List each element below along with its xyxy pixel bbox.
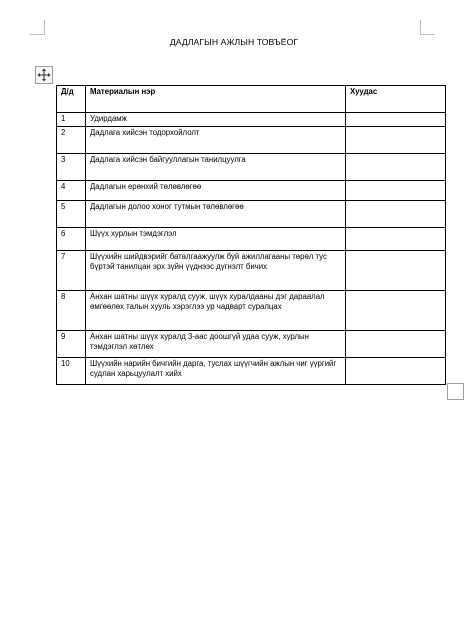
table-row xyxy=(57,180,446,200)
header-pages: Хуудас xyxy=(346,86,446,113)
row-material-name: Анхан шатны шүүх хуралд сууж, шүүх хуралдааны дэг дараалал өмгөөлөх талын хууль хэрэглээ ур чадварт суралцах xyxy=(86,290,346,330)
row-number: 4 xyxy=(57,180,86,200)
row-number: 6 xyxy=(57,227,86,250)
table-resize-handle[interactable] xyxy=(447,383,464,400)
row-material-name: Дадлагын ерөнхий төлөвлөгөө xyxy=(86,180,346,200)
row-number: 7 xyxy=(57,250,86,290)
table-row xyxy=(57,250,446,290)
row-number: 2 xyxy=(57,126,86,153)
row-material-name: Шүүхийн нарийн бичгийн дарга, туслах шүүгчийн ажлын чиг үүргийг судлан харьцуулалт хийх xyxy=(86,357,346,384)
table-row xyxy=(57,290,446,330)
header-number: Д/д xyxy=(57,86,86,113)
table-row xyxy=(57,113,446,127)
row-pages[interactable] xyxy=(346,153,446,180)
row-pages[interactable] xyxy=(346,330,446,357)
crop-mark-top-left xyxy=(30,20,45,35)
contents-table xyxy=(56,85,446,385)
row-pages[interactable] xyxy=(346,200,446,227)
row-pages[interactable] xyxy=(346,227,446,250)
row-pages[interactable] xyxy=(346,250,446,290)
row-number: 10 xyxy=(57,357,86,384)
header-material-name: Материалын нэр xyxy=(86,86,346,113)
table-row xyxy=(57,126,446,153)
row-pages[interactable] xyxy=(346,290,446,330)
row-material-name: Дадлага хийсэн байгууллагын танилцуулга xyxy=(86,153,346,180)
row-pages[interactable] xyxy=(346,180,446,200)
table-row xyxy=(57,200,446,227)
row-material-name: Шүүх хурлын тэмдэглэл xyxy=(86,227,346,250)
four-arrows-move-icon xyxy=(37,68,51,82)
row-number: 8 xyxy=(57,290,86,330)
row-material-name: Дадлагын долоо хоног тутмын төлөвлөгөө xyxy=(86,200,346,227)
page-title: ДАДЛАГЫН АЖЛЫН ТОВЪЁОГ xyxy=(169,37,299,47)
row-pages[interactable] xyxy=(346,357,446,384)
row-pages[interactable] xyxy=(346,126,446,153)
table-row xyxy=(57,330,446,357)
row-material-name: Анхан шатны шүүх хуралд 3-аас доошгүй удаа сууж, хурлын тэмдэглэл хөтлөх xyxy=(86,330,346,357)
row-number: 9 xyxy=(57,330,86,357)
table-row xyxy=(57,357,446,384)
table-move-icon[interactable] xyxy=(35,66,53,84)
table-row xyxy=(57,227,446,250)
table-header-row xyxy=(57,86,446,113)
row-number: 1 xyxy=(57,113,86,127)
row-material-name: Дадлага хийсэн тодорхойлолт xyxy=(86,126,346,153)
row-number: 5 xyxy=(57,200,86,227)
crop-mark-top-right xyxy=(420,20,435,35)
row-number: 3 xyxy=(57,153,86,180)
table-row xyxy=(57,153,446,180)
row-material-name: Шүүхийн шийдвэрийг баталгаажуулж буй ажиллагааны төрөл тус бүртэй танилцан эрх зүйн үүднээс дүгнэлт бичих xyxy=(86,250,346,290)
row-material-name: Удирдамж xyxy=(86,113,346,127)
row-pages[interactable] xyxy=(346,113,446,127)
